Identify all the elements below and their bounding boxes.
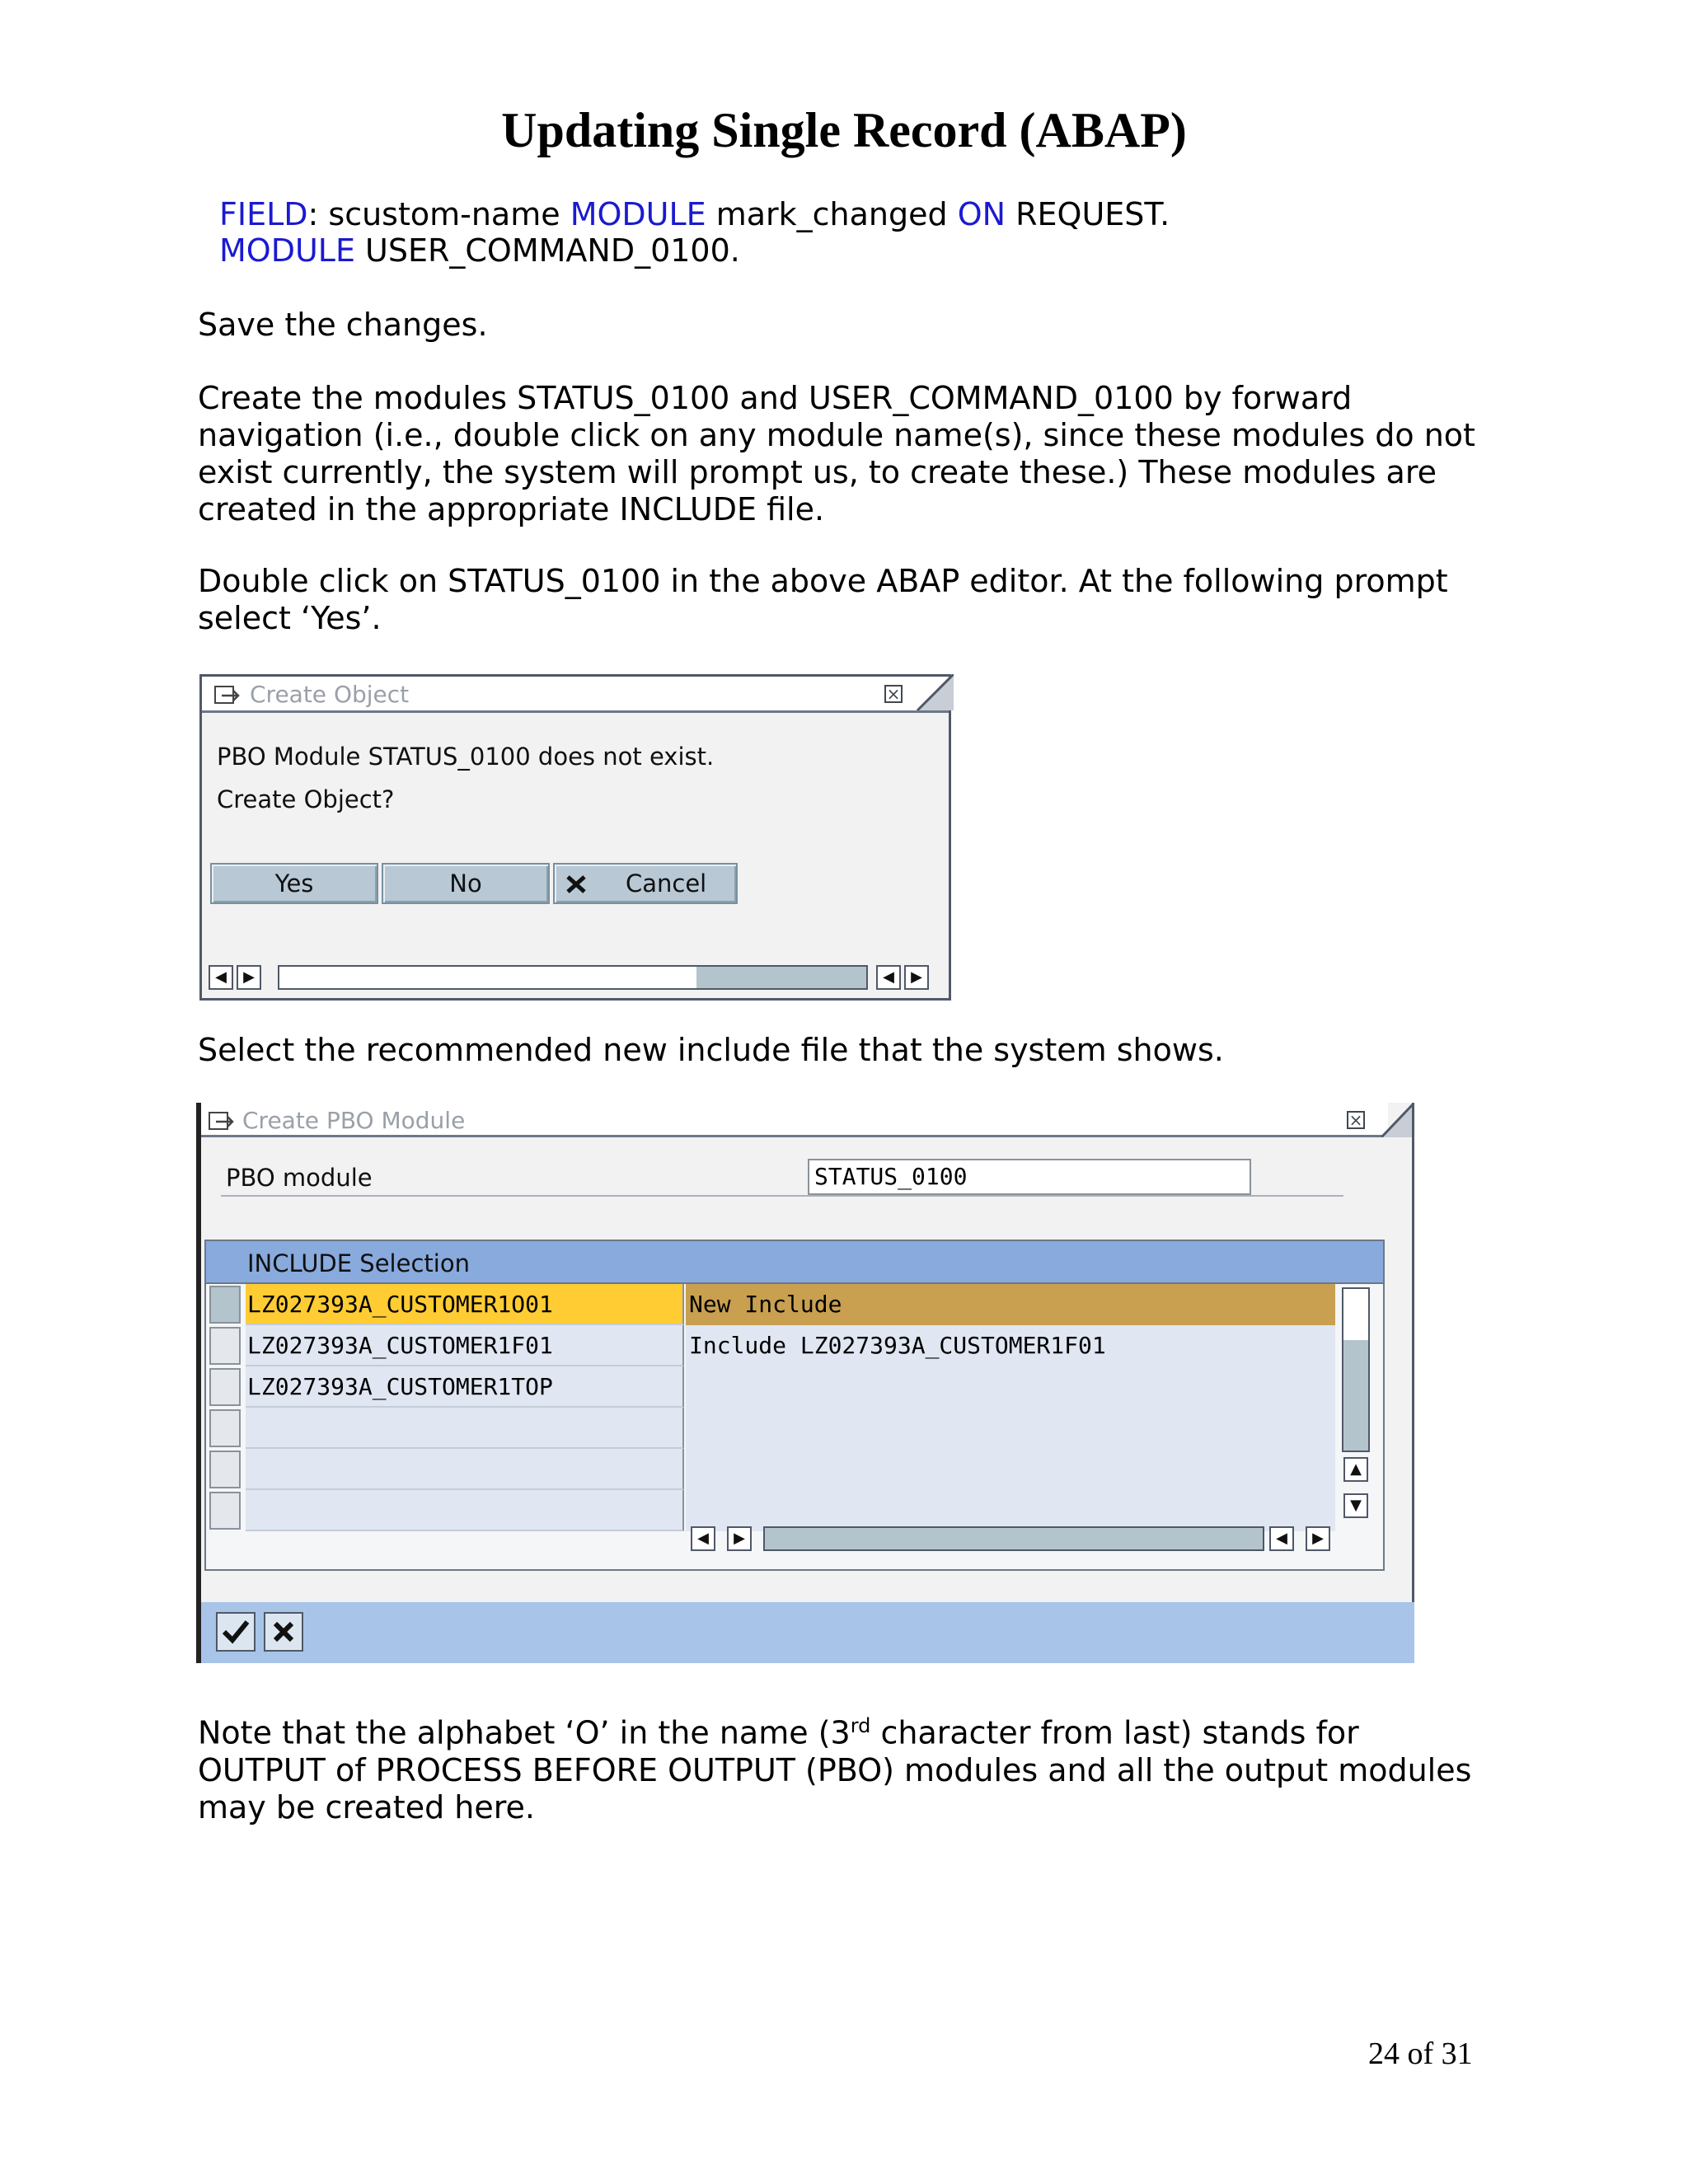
scroll-up-icon[interactable]: ▲: [1343, 1457, 1368, 1482]
table-row[interactable]: [206, 1408, 1335, 1449]
scroll-right-icon[interactable]: ▶: [1306, 1526, 1330, 1551]
dialog-question: Create Object?: [217, 785, 395, 813]
dialog-corner-decoration: [906, 674, 954, 710]
code-keyword: MODULE: [219, 232, 355, 269]
note-text: character from last) stands for OUTPUT of PROCESS BEFORE OUTPUT (PBO) modules and all the output modules may be created here.: [198, 1714, 1472, 1825]
include-name-cell[interactable]: LZ027393A_CUSTOMER1F01: [246, 1325, 684, 1366]
code-text: REQUEST.: [1006, 196, 1170, 232]
paragraph-save: Save the changes.: [198, 307, 488, 343]
dialog-window-icon: [213, 684, 241, 705]
scroll-right-icon[interactable]: ▶: [727, 1526, 752, 1551]
include-name-cell[interactable]: [246, 1490, 684, 1531]
pbo-module-label: PBO module: [226, 1164, 373, 1192]
code-text: : scustom-name: [307, 196, 570, 232]
scroll-left-icon[interactable]: ◀: [1269, 1526, 1294, 1551]
paragraph-create-modules: Create the modules STATUS_0100 and USER_COMMAND_0100 by forward navigation (i.e., double click on any module name(s), since these modules do not exist currently, the system will prompt us, to create these.) These modules are created in the appropriate INCLUDE file.: [198, 380, 1475, 527]
include-name-cell[interactable]: LZ027393A_CUSTOMER1TOP: [246, 1366, 684, 1408]
include-description-cell[interactable]: [686, 1366, 1335, 1408]
row-selector[interactable]: [209, 1451, 241, 1488]
code-keyword: FIELD: [219, 196, 308, 232]
scroll-down-icon[interactable]: ▼: [1343, 1493, 1368, 1518]
dialog-window-icon: [208, 1110, 236, 1132]
note-superscript: rd: [850, 1714, 871, 1737]
dialog-message: PBO Module STATUS_0100 does not exist.: [217, 743, 715, 771]
horizontal-scrollbar[interactable]: [763, 1526, 1264, 1551]
dialog-title-bar: [201, 1103, 1388, 1137]
include-name-cell[interactable]: [246, 1449, 684, 1490]
cancel-button[interactable]: [264, 1612, 303, 1652]
note-text: Note that the alphabet ‘O’ in the name (3: [198, 1714, 851, 1751]
scroll-right-icon[interactable]: ▶: [904, 965, 929, 990]
table-row[interactable]: [206, 1366, 1335, 1408]
include-description-cell[interactable]: New Include: [686, 1284, 1335, 1325]
include-selection-table: [204, 1240, 1385, 1571]
no-button[interactable]: No: [382, 863, 550, 904]
dialog-title: Create Object: [250, 681, 410, 708]
scrollbar-thumb[interactable]: [1343, 1340, 1368, 1451]
table-row[interactable]: [206, 1490, 1335, 1531]
paragraph-double-click: Double click on STATUS_0100 in the above ABAP editor. At the following prompt select ‘Yes’.: [198, 563, 1448, 636]
page-number: 24 of 31: [1368, 2036, 1473, 2071]
row-selector[interactable]: [209, 1492, 241, 1530]
code-keyword: MODULE: [570, 196, 706, 232]
vertical-scrollbar[interactable]: [1342, 1287, 1370, 1452]
horizontal-scrollbar[interactable]: [278, 965, 868, 990]
close-icon[interactable]: ×: [884, 685, 903, 703]
paragraph-select-include: Select the recommended new include file that the system shows.: [198, 1032, 1224, 1068]
include-description-cell[interactable]: [686, 1408, 1335, 1449]
scrollbar-thumb[interactable]: [696, 967, 866, 988]
code-line-1: [219, 196, 1170, 232]
include-description-cell[interactable]: [686, 1490, 1335, 1531]
checkmark-icon: [218, 1614, 254, 1650]
field-underline: [221, 1195, 1343, 1197]
cancel-icon: [565, 874, 588, 895]
page-title: Updating Single Record (ABAP): [501, 103, 1187, 157]
include-description-cell[interactable]: Include LZ027393A_CUSTOMER1F01: [686, 1325, 1335, 1366]
code-text: mark_changed: [706, 196, 958, 232]
include-name-cell[interactable]: LZ027393A_CUSTOMER1O01: [246, 1284, 684, 1325]
create-pbo-module-dialog: [196, 1103, 1414, 1663]
table-header-title: INCLUDE Selection: [247, 1249, 470, 1277]
table-row[interactable]: [206, 1284, 1335, 1325]
yes-button[interactable]: Yes: [210, 863, 378, 904]
dialog-right-border: [1412, 1103, 1414, 1663]
cancel-button[interactable]: [553, 863, 738, 904]
row-selector[interactable]: [209, 1286, 241, 1324]
table-row[interactable]: [206, 1325, 1335, 1366]
scroll-left-icon[interactable]: ◀: [876, 965, 901, 990]
table-row[interactable]: [206, 1449, 1335, 1490]
include-description-cell[interactable]: [686, 1449, 1335, 1490]
include-name-cell[interactable]: [246, 1408, 684, 1449]
create-object-dialog: [199, 674, 951, 1001]
row-selector[interactable]: [209, 1409, 241, 1447]
confirm-button[interactable]: [216, 1612, 256, 1652]
pbo-module-input[interactable]: STATUS_0100: [808, 1159, 1251, 1195]
scroll-left-icon[interactable]: ◀: [209, 965, 233, 990]
dialog-title: Create PBO Module: [242, 1107, 466, 1134]
code-line-2: [219, 232, 740, 269]
dialog-title-bar: [202, 677, 949, 713]
row-selector[interactable]: [209, 1327, 241, 1365]
scroll-left-icon[interactable]: ◀: [691, 1526, 715, 1551]
cancel-icon: [265, 1614, 302, 1650]
cancel-button-label: Cancel: [626, 869, 707, 898]
close-icon[interactable]: ×: [1347, 1111, 1365, 1129]
code-keyword: ON: [957, 196, 1006, 232]
paragraph-note: [198, 1708, 1484, 1826]
table-header: [206, 1241, 1383, 1284]
scroll-right-icon[interactable]: ▶: [237, 965, 261, 990]
code-text: USER_COMMAND_0100.: [354, 232, 740, 269]
row-selector[interactable]: [209, 1368, 241, 1406]
dialog-corner-decoration: [1381, 1103, 1414, 1137]
dialog-footer-bar: [201, 1602, 1414, 1663]
